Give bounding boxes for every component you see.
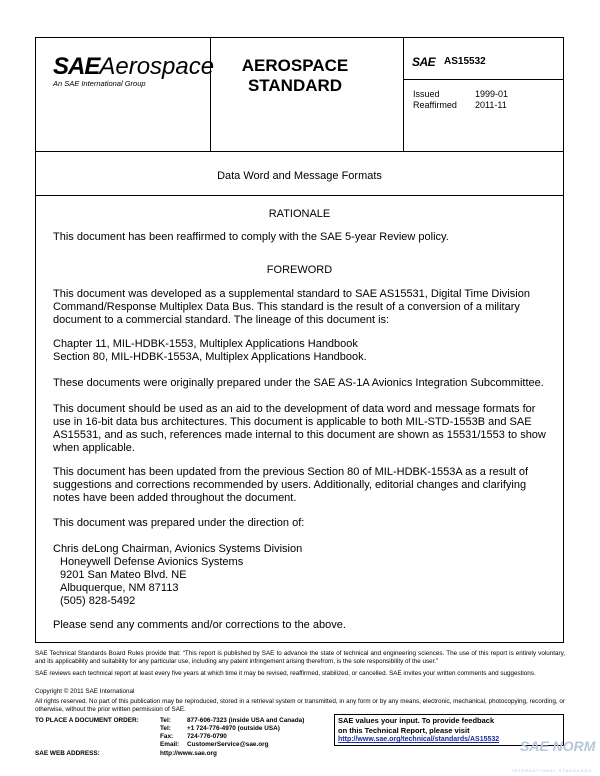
header-divider-2 [403, 37, 404, 151]
web-link[interactable]: http://www.sae.org [160, 750, 217, 757]
feedback-line-1: SAE values your input. To provide feedback [338, 716, 495, 725]
tel2-value[interactable]: +1 724-776-4970 (outside USA) [187, 725, 280, 732]
reaffirmed-value: 2011-11 [475, 100, 507, 110]
standard-type-title [220, 56, 370, 96]
fax-value: 724-776-0790 [187, 733, 227, 740]
logo-brand: SAE [53, 53, 100, 80]
logo-product: Aerospace [99, 53, 215, 80]
foreword-paragraph-4: This document has been updated from the previous Section 80 of MIL-HDBK-1553A as a result of suggestions and corrections recommended by users. Additionally, editorial changes and clarifying notes have been added throughout the document. [53, 466, 529, 504]
foreword-paragraph-2: These documents were originally prepared under the SAE AS-1A Avionics Integration Subcommittee. [53, 377, 544, 389]
reaffirmed-label: Reaffirmed [413, 100, 457, 110]
feedback-line-2: on this Technical Report, please visit [338, 725, 470, 735]
title-line-2: STANDARD [247, 76, 343, 95]
watermark-subtitle: INTERNATIONAL STANDARDS [512, 768, 593, 773]
order-label: TO PLACE A DOCUMENT ORDER: [35, 717, 139, 724]
foreword-paragraph-3: This document should be used as an aid to the development of data word and message formats for use in 16-bit data bus architectures. This document is applicable to both MIL-STD-1553B and SAE AS15531, and as such, references made internal to this document are shown as 15531/1553 to show when applicable. [53, 403, 546, 454]
lineage-item-1: Chapter 11, MIL-HDBK-1553, Multiplex Applications Handbook [53, 338, 358, 350]
foreword-paragraph-1: This document was developed as a supplemental standard to SAE AS15531, Digital Time Division Command/Response Multiplex Data Bus. This standard is the result of a conversion of a military document to a commercial standard. The lineage of this document is: [53, 288, 530, 326]
contact-block [53, 543, 302, 608]
foreword-paragraph-5: This document was prepared under the direction of: [53, 517, 305, 529]
footer-notice-1: SAE Technical Standards Board Rules provide that: “This report is published by SAE to advance the state of technical and engineering sciences. The use of this report is entirely voluntary, and its applicability and suitability for any particular use, including any patent infringement arising therefrom, is the sole responsibility of the user.” [35, 650, 565, 665]
title-line-1: AEROSPACE [241, 56, 349, 75]
contact-name: Chris deLong Chairman, Avionics Systems Division [53, 543, 303, 555]
foreword-paragraph-6: Please send any comments and/or corrections to the above. [53, 619, 346, 631]
contact-phone: (505) 828-5492 [60, 595, 136, 607]
fax-label: Fax: [160, 733, 174, 740]
footer-notice-2: SAE reviews each technical report at least every five years at which time it may be revised, reaffirmed, stabilized, or cancelled. SAE invites your written comments and suggestions. [35, 670, 536, 677]
badge-rule [403, 79, 564, 80]
web-label: SAE WEB ADDRESS: [35, 750, 100, 757]
footer-rights: All rights reserved. No part of this publication may be reproduced, stored in a retrieval system or transmitted, in any form or by any means, electronic, mechanical, photocopying, recording, or otherwise, without the prior written permission of SAE. [35, 698, 565, 713]
header-bottom-rule [35, 151, 564, 152]
email-link[interactable]: CustomerService@sae.org [187, 741, 269, 748]
contact-company: Honeywell Defense Avionics Systems [60, 556, 244, 568]
feedback-link[interactable]: http://www.sae.org/technical/standards/AS15532 [338, 736, 500, 743]
rationale-heading: RATIONALE [268, 208, 331, 220]
logo-tagline: An SAE International Group [53, 79, 146, 88]
contact-street: 9201 San Mateo Blvd. NE [60, 569, 187, 581]
sae-aerospace-logo [53, 55, 214, 88]
issued-value: 1999-01 [475, 89, 509, 99]
lineage-item-2: Section 80, MIL-HDBK-1553A, Multiplex Applications Handbook. [53, 351, 367, 363]
rationale-text: This document has been reaffirmed to comply with the SAE 5-year Review policy. [53, 231, 449, 243]
document-title: Data Word and Message Formats [217, 170, 382, 182]
document-number: AS15532 [444, 56, 486, 67]
tel2-label: Tel: [160, 725, 171, 732]
title-bottom-rule [35, 195, 564, 196]
email-label: Email: [160, 741, 180, 748]
sae-norm-watermark: SAE NORM [520, 738, 596, 754]
tel-label: Tel: [160, 717, 171, 724]
tel-value[interactable]: 877-606-7323 (inside USA and Canada) [187, 717, 305, 724]
footer-copyright: Copyright © 2011 SAE International [35, 688, 135, 695]
issued-label: Issued [413, 89, 440, 99]
foreword-heading: FOREWORD [266, 264, 333, 276]
sae-badge-icon: SAE [412, 55, 436, 69]
contact-city: Albuquerque, NM 87113 [60, 582, 179, 594]
